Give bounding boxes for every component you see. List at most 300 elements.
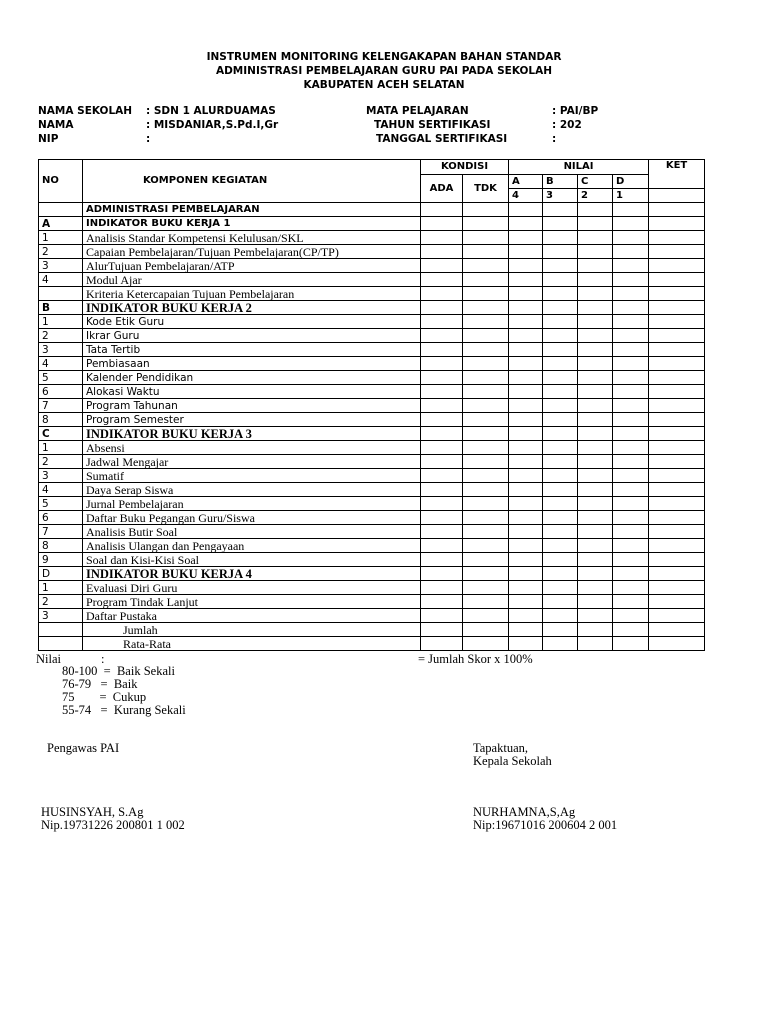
cell-grade-b[interactable] bbox=[543, 567, 578, 581]
cell-grade-a[interactable] bbox=[509, 539, 543, 553]
cell-tdk[interactable] bbox=[463, 217, 509, 231]
cell-grade-b[interactable] bbox=[543, 553, 578, 567]
cell-grade-d[interactable] bbox=[613, 455, 649, 469]
cell-grade-d[interactable] bbox=[613, 259, 649, 273]
cell-grade-c[interactable] bbox=[578, 357, 613, 371]
nilai-formula: = Jumlah Skor x 100% bbox=[418, 652, 533, 666]
table-row bbox=[39, 469, 705, 483]
nama-sekolah-value: : SDN 1 ALURDUAMAS bbox=[146, 105, 276, 117]
cell-grade-b[interactable] bbox=[543, 595, 578, 609]
cell-grade-a[interactable] bbox=[509, 595, 543, 609]
cell-ket[interactable] bbox=[649, 623, 705, 637]
cell-grade-c[interactable] bbox=[578, 259, 613, 273]
cell-ada[interactable] bbox=[421, 217, 463, 231]
pengawas-name: HUSINSYAH, S.Ag bbox=[41, 805, 144, 819]
cell-ket[interactable] bbox=[649, 567, 705, 581]
cell-grade-c[interactable] bbox=[578, 371, 613, 385]
cell-ket[interactable] bbox=[649, 371, 705, 385]
cell-grade-a[interactable] bbox=[509, 441, 543, 455]
cell-grade-d[interactable] bbox=[613, 287, 649, 301]
cell-grade-a[interactable] bbox=[509, 469, 543, 483]
row-komponen: Tata Tertib bbox=[83, 343, 421, 357]
cell-tdk[interactable] bbox=[463, 413, 509, 427]
cell-grade-d[interactable] bbox=[613, 245, 649, 259]
tahun-sertifikasi-label: TAHUN SERTIFIKASI bbox=[374, 119, 491, 131]
cell-grade-a[interactable] bbox=[509, 343, 543, 357]
cell-ada[interactable] bbox=[421, 553, 463, 567]
table-row bbox=[39, 497, 705, 511]
cell-grade-c[interactable] bbox=[578, 623, 613, 637]
cell-grade-c[interactable] bbox=[578, 217, 613, 231]
cell-ada[interactable] bbox=[421, 203, 463, 217]
table-row bbox=[39, 581, 705, 595]
row-number: 4 bbox=[39, 273, 83, 287]
cell-grade-a[interactable] bbox=[509, 245, 543, 259]
cell-grade-b[interactable] bbox=[543, 371, 578, 385]
cell-ket[interactable] bbox=[649, 553, 705, 567]
row-komponen: Kalender Pendidikan bbox=[83, 371, 421, 385]
tanggal-sertifikasi-label: TANGGAL SERTIFIKASI bbox=[376, 133, 508, 145]
cell-grade-d[interactable] bbox=[613, 525, 649, 539]
row-number: 1 bbox=[39, 231, 83, 245]
cell-tdk[interactable] bbox=[463, 343, 509, 357]
cell-grade-c[interactable] bbox=[578, 245, 613, 259]
cell-grade-b[interactable] bbox=[543, 259, 578, 273]
cell-grade-c[interactable] bbox=[578, 273, 613, 287]
cell-ada[interactable] bbox=[421, 399, 463, 413]
table-row bbox=[39, 371, 705, 385]
row-komponen: Program Tahunan bbox=[83, 399, 421, 413]
cell-grade-a[interactable] bbox=[509, 357, 543, 371]
table-row bbox=[39, 287, 705, 301]
cell-tdk[interactable] bbox=[463, 581, 509, 595]
row-komponen: Analisis Butir Soal bbox=[83, 525, 421, 539]
table-row bbox=[39, 301, 705, 315]
cell-grade-c[interactable] bbox=[578, 301, 613, 315]
cell-grade-b[interactable] bbox=[543, 525, 578, 539]
cell-grade-b[interactable] bbox=[543, 301, 578, 315]
cell-grade-c[interactable] bbox=[578, 567, 613, 581]
nama-sekolah-label: NAMA SEKOLAH bbox=[38, 105, 133, 117]
cell-grade-a[interactable] bbox=[509, 609, 543, 623]
cell-grade-c[interactable] bbox=[578, 581, 613, 595]
cell-grade-b[interactable] bbox=[543, 427, 578, 441]
cell-grade-a[interactable] bbox=[509, 553, 543, 567]
cell-grade-b[interactable] bbox=[543, 497, 578, 511]
cell-ada[interactable] bbox=[421, 623, 463, 637]
cell-grade-c[interactable] bbox=[578, 511, 613, 525]
cell-tdk[interactable] bbox=[463, 371, 509, 385]
cell-grade-c[interactable] bbox=[578, 455, 613, 469]
cell-grade-d[interactable] bbox=[613, 217, 649, 231]
kepala-name: NURHAMNA,S,Ag bbox=[473, 805, 576, 819]
row-komponen: Pembiasaan bbox=[83, 357, 421, 371]
cell-ket[interactable] bbox=[649, 511, 705, 525]
cell-tdk[interactable] bbox=[463, 357, 509, 371]
cell-grade-d[interactable] bbox=[613, 399, 649, 413]
header-grade-b: B bbox=[543, 175, 578, 189]
cell-grade-d[interactable] bbox=[613, 469, 649, 483]
cell-ada[interactable] bbox=[421, 637, 463, 651]
cell-grade-d[interactable] bbox=[613, 231, 649, 245]
cell-ada[interactable] bbox=[421, 245, 463, 259]
cell-tdk[interactable] bbox=[463, 385, 509, 399]
cell-ket[interactable] bbox=[649, 259, 705, 273]
cell-grade-d[interactable] bbox=[613, 595, 649, 609]
cell-grade-b[interactable] bbox=[543, 343, 578, 357]
cell-grade-a[interactable] bbox=[509, 315, 543, 329]
cell-ket[interactable] bbox=[649, 329, 705, 343]
cell-ket[interactable] bbox=[649, 217, 705, 231]
cell-grade-c[interactable] bbox=[578, 525, 613, 539]
row-number bbox=[39, 203, 83, 217]
cell-grade-d[interactable] bbox=[613, 497, 649, 511]
row-komponen: INDIKATOR BUKU KERJA 4 bbox=[83, 567, 421, 581]
cell-grade-b[interactable] bbox=[543, 329, 578, 343]
cell-ket[interactable] bbox=[649, 441, 705, 455]
row-komponen: Jadwal Mengajar bbox=[83, 455, 421, 469]
cell-tdk[interactable] bbox=[463, 483, 509, 497]
cell-ada[interactable] bbox=[421, 609, 463, 623]
table-row bbox=[39, 539, 705, 553]
row-komponen: Analisis Standar Kompetensi Kelulusan/SKL bbox=[83, 231, 421, 245]
cell-grade-a[interactable] bbox=[509, 329, 543, 343]
nip-label: NIP bbox=[38, 133, 59, 145]
cell-grade-b[interactable] bbox=[543, 511, 578, 525]
header-komponen: KOMPONEN KEGIATAN bbox=[83, 160, 421, 203]
cell-grade-d[interactable] bbox=[613, 483, 649, 497]
row-number: 5 bbox=[39, 497, 83, 511]
cell-tdk[interactable] bbox=[463, 623, 509, 637]
table-row bbox=[39, 385, 705, 399]
cell-grade-b[interactable] bbox=[543, 637, 578, 651]
cell-grade-d[interactable] bbox=[613, 329, 649, 343]
cell-tdk[interactable] bbox=[463, 455, 509, 469]
cell-ada[interactable] bbox=[421, 539, 463, 553]
table-row bbox=[39, 203, 705, 217]
cell-grade-c[interactable] bbox=[578, 231, 613, 245]
cell-ada[interactable] bbox=[421, 329, 463, 343]
cell-grade-c[interactable] bbox=[578, 385, 613, 399]
cell-ada[interactable] bbox=[421, 413, 463, 427]
cell-tdk[interactable] bbox=[463, 567, 509, 581]
cell-ket[interactable] bbox=[649, 609, 705, 623]
cell-grade-c[interactable] bbox=[578, 469, 613, 483]
cell-grade-a[interactable] bbox=[509, 231, 543, 245]
cell-grade-c[interactable] bbox=[578, 287, 613, 301]
cell-grade-d[interactable] bbox=[613, 357, 649, 371]
cell-grade-c[interactable] bbox=[578, 609, 613, 623]
cell-grade-c[interactable] bbox=[578, 441, 613, 455]
cell-tdk[interactable] bbox=[463, 609, 509, 623]
header-score-b: 3 bbox=[543, 189, 578, 203]
cell-ket[interactable] bbox=[649, 315, 705, 329]
cell-ada[interactable] bbox=[421, 525, 463, 539]
cell-grade-d[interactable] bbox=[613, 609, 649, 623]
table-row bbox=[39, 511, 705, 525]
monitoring-table bbox=[38, 159, 705, 651]
cell-grade-a[interactable] bbox=[509, 273, 543, 287]
cell-tdk[interactable] bbox=[463, 315, 509, 329]
cell-ada[interactable] bbox=[421, 581, 463, 595]
cell-tdk[interactable] bbox=[463, 329, 509, 343]
cell-tdk[interactable] bbox=[463, 399, 509, 413]
cell-grade-d[interactable] bbox=[613, 511, 649, 525]
cell-grade-a[interactable] bbox=[509, 455, 543, 469]
cell-ada[interactable] bbox=[421, 385, 463, 399]
cell-grade-c[interactable] bbox=[578, 399, 613, 413]
cell-tdk[interactable] bbox=[463, 273, 509, 287]
nip-value: : bbox=[146, 133, 151, 145]
row-number: 1 bbox=[39, 315, 83, 329]
cell-ket[interactable] bbox=[649, 483, 705, 497]
cell-grade-a[interactable] bbox=[509, 413, 543, 427]
cell-grade-a[interactable] bbox=[509, 637, 543, 651]
cell-grade-b[interactable] bbox=[543, 399, 578, 413]
row-number: 4 bbox=[39, 357, 83, 371]
document-title-line-3: KABUPATEN ACEH SELATAN bbox=[303, 79, 465, 91]
scale-item: 75 = Cukup bbox=[62, 690, 147, 704]
cell-tdk[interactable] bbox=[463, 259, 509, 273]
cell-grade-a[interactable] bbox=[509, 301, 543, 315]
cell-tdk[interactable] bbox=[463, 427, 509, 441]
nama-label: NAMA bbox=[38, 119, 74, 131]
cell-tdk[interactable] bbox=[463, 511, 509, 525]
cell-grade-b[interactable] bbox=[543, 357, 578, 371]
cell-grade-c[interactable] bbox=[578, 553, 613, 567]
cell-grade-d[interactable] bbox=[613, 581, 649, 595]
cell-ket[interactable] bbox=[649, 245, 705, 259]
cell-grade-b[interactable] bbox=[543, 203, 578, 217]
cell-ada[interactable] bbox=[421, 357, 463, 371]
row-komponen: Soal dan Kisi-Kisi Soal bbox=[83, 553, 421, 567]
cell-ket[interactable] bbox=[649, 637, 705, 651]
cell-ada[interactable] bbox=[421, 441, 463, 455]
cell-ada[interactable] bbox=[421, 287, 463, 301]
nilai-label: Nilai bbox=[36, 652, 61, 666]
cell-grade-c[interactable] bbox=[578, 427, 613, 441]
cell-tdk[interactable] bbox=[463, 301, 509, 315]
cell-grade-b[interactable] bbox=[543, 385, 578, 399]
row-number: 3 bbox=[39, 259, 83, 273]
cell-grade-a[interactable] bbox=[509, 259, 543, 273]
cell-grade-b[interactable] bbox=[543, 441, 578, 455]
cell-grade-b[interactable] bbox=[543, 469, 578, 483]
cell-grade-c[interactable] bbox=[578, 343, 613, 357]
cell-tdk[interactable] bbox=[463, 553, 509, 567]
cell-grade-b[interactable] bbox=[543, 455, 578, 469]
table-row bbox=[39, 567, 705, 581]
cell-tdk[interactable] bbox=[463, 539, 509, 553]
cell-tdk[interactable] bbox=[463, 525, 509, 539]
row-number: 6 bbox=[39, 385, 83, 399]
cell-grade-d[interactable] bbox=[613, 567, 649, 581]
cell-grade-d[interactable] bbox=[613, 553, 649, 567]
row-number: 3 bbox=[39, 609, 83, 623]
cell-grade-c[interactable] bbox=[578, 203, 613, 217]
cell-grade-c[interactable] bbox=[578, 637, 613, 651]
cell-grade-d[interactable] bbox=[613, 273, 649, 287]
cell-ada[interactable] bbox=[421, 371, 463, 385]
cell-grade-d[interactable] bbox=[613, 623, 649, 637]
cell-ada[interactable] bbox=[421, 497, 463, 511]
cell-ada[interactable] bbox=[421, 567, 463, 581]
cell-tdk[interactable] bbox=[463, 203, 509, 217]
cell-ket[interactable] bbox=[649, 287, 705, 301]
cell-grade-a[interactable] bbox=[509, 385, 543, 399]
row-komponen: Analisis Ulangan dan Pengayaan bbox=[83, 539, 421, 553]
mata-pelajaran-label: MATA PELAJARAN bbox=[366, 105, 469, 117]
nama-value: : MISDANIAR,S.Pd.I,Gr bbox=[146, 119, 279, 131]
cell-ket[interactable] bbox=[649, 595, 705, 609]
cell-tdk[interactable] bbox=[463, 497, 509, 511]
cell-grade-d[interactable] bbox=[613, 301, 649, 315]
cell-ket[interactable] bbox=[649, 455, 705, 469]
cell-grade-b[interactable] bbox=[543, 287, 578, 301]
table-row bbox=[39, 609, 705, 623]
cell-grade-a[interactable] bbox=[509, 427, 543, 441]
cell-ada[interactable] bbox=[421, 595, 463, 609]
cell-ket[interactable] bbox=[649, 539, 705, 553]
cell-grade-b[interactable] bbox=[543, 609, 578, 623]
cell-ket[interactable] bbox=[649, 301, 705, 315]
cell-grade-a[interactable] bbox=[509, 483, 543, 497]
cell-ket[interactable] bbox=[649, 385, 705, 399]
cell-ada[interactable] bbox=[421, 483, 463, 497]
row-number bbox=[39, 623, 83, 637]
cell-tdk[interactable] bbox=[463, 637, 509, 651]
cell-ket[interactable] bbox=[649, 343, 705, 357]
cell-grade-b[interactable] bbox=[543, 315, 578, 329]
cell-grade-c[interactable] bbox=[578, 315, 613, 329]
row-number: 7 bbox=[39, 525, 83, 539]
cell-ada[interactable] bbox=[421, 511, 463, 525]
cell-tdk[interactable] bbox=[463, 441, 509, 455]
cell-grade-a[interactable] bbox=[509, 581, 543, 595]
scale-item: 55-74 = Kurang Sekali bbox=[62, 703, 186, 717]
cell-grade-b[interactable] bbox=[543, 231, 578, 245]
cell-grade-a[interactable] bbox=[509, 203, 543, 217]
cell-grade-c[interactable] bbox=[578, 595, 613, 609]
row-komponen: AlurTujuan Pembelajaran/ATP bbox=[83, 259, 421, 273]
cell-ada[interactable] bbox=[421, 301, 463, 315]
header-grade-c: C bbox=[578, 175, 613, 189]
cell-grade-d[interactable] bbox=[613, 637, 649, 651]
cell-grade-b[interactable] bbox=[543, 539, 578, 553]
row-number: B bbox=[39, 301, 83, 315]
cell-grade-a[interactable] bbox=[509, 525, 543, 539]
cell-grade-c[interactable] bbox=[578, 483, 613, 497]
cell-ket[interactable] bbox=[649, 273, 705, 287]
cell-grade-d[interactable] bbox=[613, 427, 649, 441]
cell-grade-b[interactable] bbox=[543, 273, 578, 287]
cell-ket[interactable] bbox=[649, 399, 705, 413]
cell-ada[interactable] bbox=[421, 455, 463, 469]
cell-grade-b[interactable] bbox=[543, 217, 578, 231]
cell-grade-d[interactable] bbox=[613, 315, 649, 329]
cell-grade-c[interactable] bbox=[578, 329, 613, 343]
table-row bbox=[39, 315, 705, 329]
cell-grade-a[interactable] bbox=[509, 399, 543, 413]
cell-grade-b[interactable] bbox=[543, 623, 578, 637]
cell-grade-c[interactable] bbox=[578, 539, 613, 553]
cell-grade-b[interactable] bbox=[543, 483, 578, 497]
cell-ket[interactable] bbox=[649, 357, 705, 371]
cell-tdk[interactable] bbox=[463, 231, 509, 245]
cell-grade-b[interactable] bbox=[543, 413, 578, 427]
cell-ada[interactable] bbox=[421, 469, 463, 483]
cell-grade-c[interactable] bbox=[578, 413, 613, 427]
header-score-c: 2 bbox=[578, 189, 613, 203]
cell-grade-b[interactable] bbox=[543, 245, 578, 259]
header-grade-d: D bbox=[613, 175, 649, 189]
row-number: 2 bbox=[39, 329, 83, 343]
cell-ada[interactable] bbox=[421, 259, 463, 273]
cell-grade-a[interactable] bbox=[509, 217, 543, 231]
pengawas-role: Pengawas PAI bbox=[47, 741, 120, 755]
cell-ada[interactable] bbox=[421, 231, 463, 245]
cell-grade-d[interactable] bbox=[613, 371, 649, 385]
document-title-line-2: ADMINISTRASI PEMBELAJARAN GURU PAI PADA SEKOLAH bbox=[215, 65, 553, 77]
document-title-line-1: INSTRUMEN MONITORING KELENGAKAPAN BAHAN STANDAR bbox=[206, 51, 562, 63]
cell-ket[interactable] bbox=[649, 203, 705, 217]
cell-grade-c[interactable] bbox=[578, 497, 613, 511]
cell-grade-a[interactable] bbox=[509, 511, 543, 525]
cell-grade-d[interactable] bbox=[613, 203, 649, 217]
row-komponen: Absensi bbox=[83, 441, 421, 455]
cell-ket[interactable] bbox=[649, 231, 705, 245]
cell-ket[interactable] bbox=[649, 427, 705, 441]
header-ket-blank bbox=[649, 189, 705, 203]
cell-grade-d[interactable] bbox=[613, 385, 649, 399]
table-row bbox=[39, 623, 705, 637]
header-no: NO bbox=[39, 160, 83, 203]
row-number: A bbox=[39, 217, 83, 231]
cell-ket[interactable] bbox=[649, 581, 705, 595]
cell-grade-a[interactable] bbox=[509, 567, 543, 581]
cell-ket[interactable] bbox=[649, 469, 705, 483]
cell-grade-a[interactable] bbox=[509, 497, 543, 511]
cell-grade-a[interactable] bbox=[509, 287, 543, 301]
cell-tdk[interactable] bbox=[463, 245, 509, 259]
row-komponen: Kode Etik Guru bbox=[83, 315, 421, 329]
cell-ket[interactable] bbox=[649, 497, 705, 511]
cell-grade-d[interactable] bbox=[613, 539, 649, 553]
cell-ada[interactable] bbox=[421, 343, 463, 357]
cell-tdk[interactable] bbox=[463, 469, 509, 483]
cell-grade-d[interactable] bbox=[613, 343, 649, 357]
cell-grade-a[interactable] bbox=[509, 371, 543, 385]
row-number: 2 bbox=[39, 455, 83, 469]
cell-ada[interactable] bbox=[421, 427, 463, 441]
cell-ket[interactable] bbox=[649, 413, 705, 427]
cell-tdk[interactable] bbox=[463, 287, 509, 301]
cell-grade-d[interactable] bbox=[613, 441, 649, 455]
cell-grade-d[interactable] bbox=[613, 413, 649, 427]
cell-grade-b[interactable] bbox=[543, 581, 578, 595]
row-komponen: INDIKATOR BUKU KERJA 3 bbox=[83, 427, 421, 441]
header-nilai: NILAI bbox=[509, 160, 649, 175]
row-number: 8 bbox=[39, 539, 83, 553]
cell-ket[interactable] bbox=[649, 525, 705, 539]
table-row bbox=[39, 525, 705, 539]
cell-grade-a[interactable] bbox=[509, 623, 543, 637]
kepala-role: Kepala Sekolah bbox=[473, 754, 552, 768]
cell-ada[interactable] bbox=[421, 315, 463, 329]
cell-ada[interactable] bbox=[421, 273, 463, 287]
cell-tdk[interactable] bbox=[463, 595, 509, 609]
header-ada: ADA bbox=[421, 175, 463, 203]
